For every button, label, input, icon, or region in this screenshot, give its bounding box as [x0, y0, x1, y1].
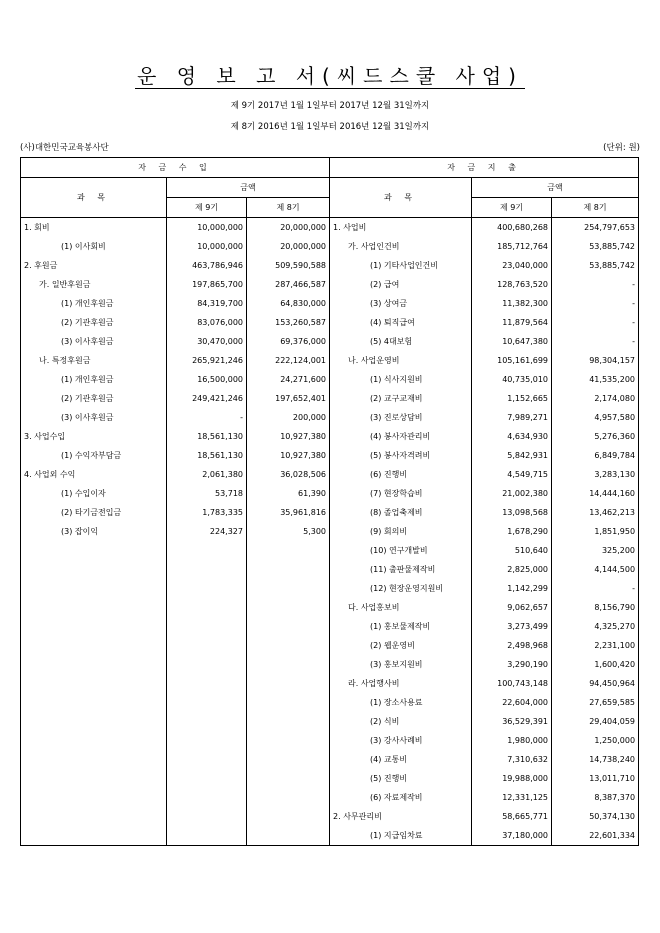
expense-current-amount: 36,529,391 [472, 712, 552, 731]
expense-current-amount: 100,743,148 [472, 674, 552, 693]
expense-prior-amount: 1,250,000 [552, 731, 639, 750]
table-row [21, 408, 639, 427]
income-prior-amount: 24,271,600 [247, 370, 330, 389]
income-prior-empty [247, 598, 330, 617]
income-current-amount: 249,421,246 [167, 389, 247, 408]
table-row [21, 769, 639, 788]
income-current-amount: - [167, 408, 247, 427]
income-prior-empty [247, 674, 330, 693]
expense-item: (1) 장소사용료 [330, 693, 472, 712]
expense-current-amount: 7,989,271 [472, 408, 552, 427]
income-prior-amount: 5,300 [247, 522, 330, 541]
operation-report-table [20, 157, 639, 846]
expense-current-amount: 5,842,931 [472, 446, 552, 465]
income-current-amount: 18,561,130 [167, 427, 247, 446]
income-item: 1. 회비 [21, 218, 167, 238]
income-current-empty [167, 598, 247, 617]
income-item-empty [21, 769, 167, 788]
income-prior-amount: 64,830,000 [247, 294, 330, 313]
expense-item: (6) 자료제작비 [330, 788, 472, 807]
income-prior-amount: 287,466,587 [247, 275, 330, 294]
income-prior-empty [247, 731, 330, 750]
income-current-empty [167, 731, 247, 750]
table-row [21, 712, 639, 731]
income-current-empty [167, 807, 247, 826]
income-item-empty [21, 655, 167, 674]
expense-prior-amount: 41,535,200 [552, 370, 639, 389]
table-row [21, 579, 639, 598]
expense-item: (2) 식비 [330, 712, 472, 731]
expense-current-amount: 3,290,190 [472, 655, 552, 674]
expense-current-amount: 105,161,699 [472, 351, 552, 370]
expense-item: 가. 사업인건비 [330, 237, 472, 256]
unit-label: (단위: 원) [603, 143, 640, 153]
table-row [21, 275, 639, 294]
table-row [21, 636, 639, 655]
expense-item: (3) 홍보지원비 [330, 655, 472, 674]
table-row [21, 237, 639, 256]
expense-prior-amount: 94,450,964 [552, 674, 639, 693]
expense-current-amount: 13,098,568 [472, 503, 552, 522]
expense-prior-amount: 4,144,500 [552, 560, 639, 579]
expense-current-amount: 510,640 [472, 541, 552, 560]
income-item: (1) 이사회비 [21, 237, 167, 256]
expense-current-amount: 11,879,564 [472, 313, 552, 332]
expense-current-amount: 23,040,000 [472, 256, 552, 275]
expense-current-amount: 185,712,764 [472, 237, 552, 256]
table-row [21, 370, 639, 389]
expense-current-amount: 22,604,000 [472, 693, 552, 712]
expense-prior-amount: 2,174,080 [552, 389, 639, 408]
income-current-amount: 10,000,000 [167, 218, 247, 238]
expense-prior-amount: 1,600,420 [552, 655, 639, 674]
expense-item: (2) 교구교재비 [330, 389, 472, 408]
income-item-empty [21, 541, 167, 560]
income-current-empty [167, 636, 247, 655]
table-row [21, 598, 639, 617]
income-current-empty [167, 769, 247, 788]
expense-item: (5) 4대보험 [330, 332, 472, 351]
table-row [21, 693, 639, 712]
expense-prior-amount: 1,851,950 [552, 522, 639, 541]
income-current-amount: 30,470,000 [167, 332, 247, 351]
expense-item: (1) 홍보물제작비 [330, 617, 472, 636]
expense-prior-amount: 8,156,790 [552, 598, 639, 617]
income-prior-empty [247, 693, 330, 712]
expense-prior-amount: 27,659,585 [552, 693, 639, 712]
expense-prior-amount: 13,462,213 [552, 503, 639, 522]
income-item: 2. 후원금 [21, 256, 167, 275]
income-item-empty [21, 598, 167, 617]
table-row [21, 807, 639, 826]
expense-prior-amount: 14,738,240 [552, 750, 639, 769]
expense-item: (8) 졸업축제비 [330, 503, 472, 522]
expense-item: (9) 회의비 [330, 522, 472, 541]
expense-item: 라. 사업행사비 [330, 674, 472, 693]
income-current-empty [167, 655, 247, 674]
income-item-empty [21, 788, 167, 807]
income-current-amount: 224,327 [167, 522, 247, 541]
expense-current-amount: 4,634,930 [472, 427, 552, 446]
table-row [21, 332, 639, 351]
expense-prior-amount: 4,957,580 [552, 408, 639, 427]
expense-amount-header: 금액 [472, 178, 639, 198]
income-item: 나. 특정후원금 [21, 351, 167, 370]
expense-current-amount: 37,180,000 [472, 826, 552, 846]
income-item: (1) 개인후원금 [21, 370, 167, 389]
income-item-empty [21, 579, 167, 598]
income-current-empty [167, 674, 247, 693]
income-current-empty [167, 826, 247, 846]
expense-prior-amount: 5,276,360 [552, 427, 639, 446]
expense-item: 나. 사업운영비 [330, 351, 472, 370]
income-prior-amount: 20,000,000 [247, 237, 330, 256]
table-row [21, 750, 639, 769]
income-item-empty [21, 731, 167, 750]
expense-prior-amount: 29,404,059 [552, 712, 639, 731]
expense-current-amount: 12,331,125 [472, 788, 552, 807]
income-prior-header: 제 8기 [247, 198, 330, 218]
expense-item: (11) 출판물제작비 [330, 560, 472, 579]
expense-current-amount: 2,498,968 [472, 636, 552, 655]
expense-item-header: 과 목 [330, 178, 472, 218]
income-current-amount: 1,783,335 [167, 503, 247, 522]
expense-item: (2) 급여 [330, 275, 472, 294]
income-current-amount: 18,561,130 [167, 446, 247, 465]
expense-item: 1. 사업비 [330, 218, 472, 238]
expense-prior-amount: - [552, 579, 639, 598]
income-prior-amount: 20,000,000 [247, 218, 330, 238]
income-current-empty [167, 617, 247, 636]
income-item: (2) 타기금전입금 [21, 503, 167, 522]
income-prior-empty [247, 560, 330, 579]
income-prior-empty [247, 655, 330, 674]
income-item: (1) 수익자부담금 [21, 446, 167, 465]
expense-item: (5) 봉사자격려비 [330, 446, 472, 465]
expense-current-amount: 400,680,268 [472, 218, 552, 238]
expense-current-amount: 128,763,520 [472, 275, 552, 294]
expense-item: 다. 사업홍보비 [330, 598, 472, 617]
expense-item: (1) 지급임차료 [330, 826, 472, 846]
expense-current-amount: 58,665,771 [472, 807, 552, 826]
income-prior-empty [247, 712, 330, 731]
expense-prior-amount: 254,797,653 [552, 218, 639, 238]
income-prior-amount: 200,000 [247, 408, 330, 427]
income-item: 4. 사업외 수익 [21, 465, 167, 484]
income-prior-empty [247, 541, 330, 560]
expense-current-header: 제 9기 [472, 198, 552, 218]
expense-current-amount: 19,988,000 [472, 769, 552, 788]
expense-current-amount: 3,273,499 [472, 617, 552, 636]
expense-current-amount: 2,825,000 [472, 560, 552, 579]
expense-item: (3) 강사사례비 [330, 731, 472, 750]
expense-item: (7) 현장학습비 [330, 484, 472, 503]
expense-item: (1) 기타사업인건비 [330, 256, 472, 275]
income-current-amount: 16,500,000 [167, 370, 247, 389]
expense-prior-amount: 14,444,160 [552, 484, 639, 503]
table-row [21, 826, 639, 846]
expense-item: (1) 식사지원비 [330, 370, 472, 389]
expense-current-amount: 4,549,715 [472, 465, 552, 484]
income-current-amount: 83,076,000 [167, 313, 247, 332]
expense-item: (6) 진행비 [330, 465, 472, 484]
income-item: (2) 기관후원금 [21, 389, 167, 408]
expense-item: (2) 웹운영비 [330, 636, 472, 655]
income-current-empty [167, 579, 247, 598]
table-row [21, 313, 639, 332]
income-current-amount: 265,921,246 [167, 351, 247, 370]
expense-current-amount: 1,980,000 [472, 731, 552, 750]
income-current-amount: 197,865,700 [167, 275, 247, 294]
income-prior-empty [247, 750, 330, 769]
period-prior: 제 8기 2016년 1월 1일부터 2016년 12월 31일까지 [230, 122, 430, 132]
expense-prior-amount: - [552, 332, 639, 351]
income-item: (2) 기관후원금 [21, 313, 167, 332]
income-prior-amount: 69,376,000 [247, 332, 330, 351]
income-current-empty [167, 712, 247, 731]
table-row [21, 560, 639, 579]
income-prior-amount: 222,124,001 [247, 351, 330, 370]
expense-current-amount: 7,310,632 [472, 750, 552, 769]
income-current-amount: 463,786,946 [167, 256, 247, 275]
expense-prior-amount: 13,011,710 [552, 769, 639, 788]
expense-prior-amount: 2,231,100 [552, 636, 639, 655]
expense-prior-amount: - [552, 294, 639, 313]
expense-item: (12) 현장운영지원비 [330, 579, 472, 598]
income-prior-amount: 35,961,816 [247, 503, 330, 522]
income-item-empty [21, 617, 167, 636]
expense-prior-amount: 98,304,157 [552, 351, 639, 370]
income-item: (3) 이사후원금 [21, 408, 167, 427]
expense-prior-amount: 53,885,742 [552, 256, 639, 275]
expense-current-amount: 1,152,665 [472, 389, 552, 408]
income-item-empty [21, 560, 167, 579]
expense-prior-amount: 50,374,130 [552, 807, 639, 826]
expense-current-amount: 40,735,010 [472, 370, 552, 389]
table-row [21, 218, 639, 238]
period-current: 제 9기 2017년 1월 1일부터 2017년 12월 31일까지 [230, 101, 430, 111]
income-item: 가. 일반후원금 [21, 275, 167, 294]
income-current-empty [167, 788, 247, 807]
expense-prior-amount: 4,325,270 [552, 617, 639, 636]
expense-current-amount: 9,062,657 [472, 598, 552, 617]
income-current-amount: 53,718 [167, 484, 247, 503]
income-header: 자 금 수 입 [21, 158, 330, 178]
expense-prior-amount: 22,601,334 [552, 826, 639, 846]
income-item-empty [21, 674, 167, 693]
expense-header: 자 금 지 출 [330, 158, 639, 178]
income-item-empty [21, 807, 167, 826]
organization-name: (사)대한민국교육봉사단 [20, 143, 109, 153]
income-item-empty [21, 750, 167, 769]
table-row [21, 617, 639, 636]
income-current-empty [167, 560, 247, 579]
expense-prior-amount: 8,387,370 [552, 788, 639, 807]
table-row [21, 674, 639, 693]
expense-current-amount: 1,142,299 [472, 579, 552, 598]
income-item-empty [21, 693, 167, 712]
expense-prior-amount: 325,200 [552, 541, 639, 560]
table-row [21, 446, 639, 465]
income-prior-empty [247, 617, 330, 636]
income-item-empty [21, 712, 167, 731]
expense-item: 2. 사무관리비 [330, 807, 472, 826]
income-current-empty [167, 750, 247, 769]
expense-item: (4) 교통비 [330, 750, 472, 769]
table-row [21, 294, 639, 313]
table-row [21, 427, 639, 446]
income-prior-empty [247, 807, 330, 826]
table-row [21, 256, 639, 275]
table-row [21, 465, 639, 484]
table-row [21, 351, 639, 370]
table-row [21, 503, 639, 522]
income-prior-empty [247, 826, 330, 846]
table-row [21, 731, 639, 750]
income-prior-empty [247, 636, 330, 655]
expense-current-amount: 10,647,380 [472, 332, 552, 351]
expense-item: (10) 연구개발비 [330, 541, 472, 560]
income-item: 3. 사업수입 [21, 427, 167, 446]
income-current-amount: 2,061,380 [167, 465, 247, 484]
income-item: (3) 이사후원금 [21, 332, 167, 351]
expense-prior-amount: 6,849,784 [552, 446, 639, 465]
income-prior-amount: 10,927,380 [247, 446, 330, 465]
expense-prior-amount: 3,283,130 [552, 465, 639, 484]
expense-item: (5) 진행비 [330, 769, 472, 788]
expense-item: (4) 봉사자관리비 [330, 427, 472, 446]
income-prior-amount: 10,927,380 [247, 427, 330, 446]
expense-prior-amount: - [552, 275, 639, 294]
income-prior-empty [247, 788, 330, 807]
expense-current-amount: 11,382,300 [472, 294, 552, 313]
income-current-empty [167, 693, 247, 712]
income-prior-amount: 153,260,587 [247, 313, 330, 332]
expense-item: (3) 진로상담비 [330, 408, 472, 427]
income-prior-amount: 61,390 [247, 484, 330, 503]
report-title: 운 영 보 고 서(씨드스쿨 사업) [137, 64, 523, 88]
table-row [21, 522, 639, 541]
table-row [21, 788, 639, 807]
income-item: (1) 개인후원금 [21, 294, 167, 313]
income-current-amount: 84,319,700 [167, 294, 247, 313]
expense-item: (4) 퇴직급여 [330, 313, 472, 332]
income-prior-amount: 197,652,401 [247, 389, 330, 408]
expense-item: (3) 상여금 [330, 294, 472, 313]
expense-prior-amount: - [552, 313, 639, 332]
expense-current-amount: 21,002,380 [472, 484, 552, 503]
income-prior-amount: 509,590,588 [247, 256, 330, 275]
table-row [21, 541, 639, 560]
expense-current-amount: 1,678,290 [472, 522, 552, 541]
income-prior-empty [247, 769, 330, 788]
expense-prior-header: 제 8기 [552, 198, 639, 218]
income-item: (3) 잡이익 [21, 522, 167, 541]
income-prior-amount: 36,028,506 [247, 465, 330, 484]
income-item: (1) 수입이자 [21, 484, 167, 503]
income-current-empty [167, 541, 247, 560]
income-item-empty [21, 826, 167, 846]
expense-prior-amount: 53,885,742 [552, 237, 639, 256]
income-item-header: 과 목 [21, 178, 167, 218]
income-current-header: 제 9기 [167, 198, 247, 218]
table-row [21, 484, 639, 503]
income-prior-empty [247, 579, 330, 598]
table-row [21, 655, 639, 674]
income-item-empty [21, 636, 167, 655]
income-current-amount: 10,000,000 [167, 237, 247, 256]
table-row [21, 389, 639, 408]
income-amount-header: 금액 [167, 178, 330, 198]
